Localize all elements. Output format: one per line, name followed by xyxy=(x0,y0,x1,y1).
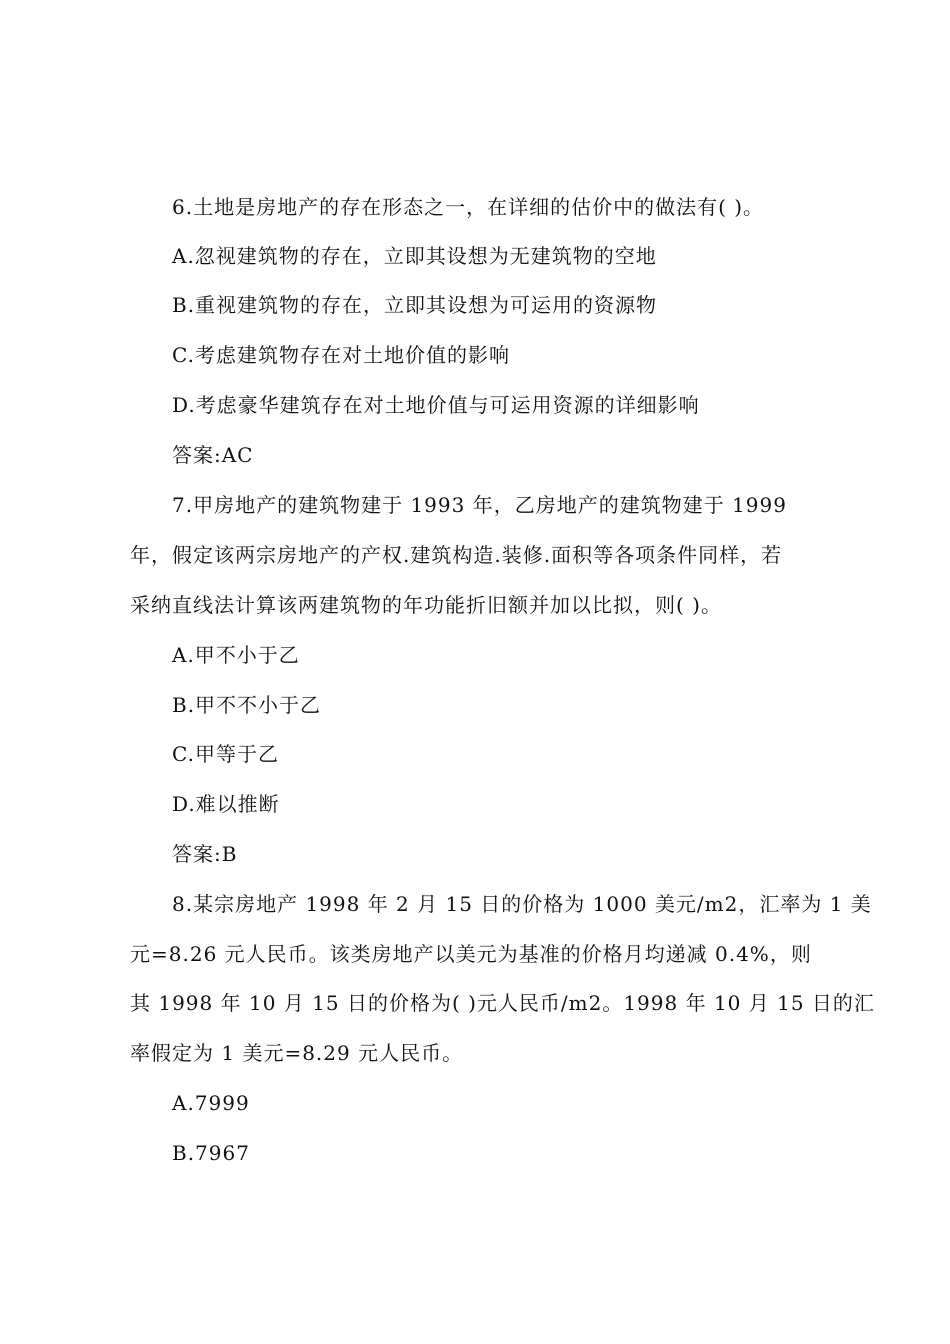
question-8-stem-line-3: 其 1998 年 10 月 15 日的价格为( )元人民币/m2。1998 年 10 月 15 日的汇 xyxy=(130,991,875,1015)
question-7-stem-line-1: 7.甲房地产的建筑物建于 1993 年，乙房地产的建筑物建于 1999 xyxy=(172,493,787,517)
question-7-option-c: C.甲等于乙 xyxy=(172,742,279,766)
question-7-stem-line-2: 年，假定该两宗房地产的产权.建筑构造.装修.面积等各项条件同样，若 xyxy=(130,543,783,567)
question-6-option-c: C.考虑建筑物存在对土地价值的影响 xyxy=(172,343,510,367)
question-6-option-d: D.考虑豪华建筑存在对土地价值与可运用资源的详细影响 xyxy=(172,393,700,417)
question-6-option-b: B.重视建筑物的存在，立即其设想为可运用的资源物 xyxy=(172,293,658,317)
question-8-option-b: B.7967 xyxy=(172,1141,250,1165)
question-8-stem-line-2: 元=8.26 元人民币。该类房地产以美元为基准的价格月均递减 0.4%，则 xyxy=(130,942,812,966)
question-8-stem-line-4: 率假定为 1 美元=8.29 元人民币。 xyxy=(130,1041,464,1065)
question-7-answer: 答案:B xyxy=(172,842,238,866)
question-7-option-b: B.甲不不小于乙 xyxy=(172,693,322,717)
question-6-answer: 答案:AC xyxy=(172,443,254,467)
question-6-option-a: A.忽视建筑物的存在，立即其设想为无建筑物的空地 xyxy=(172,244,657,268)
question-6-stem: 6.土地是房地产的存在形态之一，在详细的估价中的做法有( )。 xyxy=(172,195,765,219)
question-7-option-a: A.甲不小于乙 xyxy=(172,643,300,667)
question-7-stem-line-3: 采纳直线法计算该两建筑物的年功能折旧额并加以比拟，则( )。 xyxy=(130,593,722,617)
question-7-option-d: D.难以推断 xyxy=(172,792,280,816)
question-8-stem-line-1: 8.某宗房地产 1998 年 2 月 15 日的价格为 1000 美元/m2，汇率为 1 美 xyxy=(172,892,872,916)
question-8-option-a: A.7999 xyxy=(172,1091,250,1115)
